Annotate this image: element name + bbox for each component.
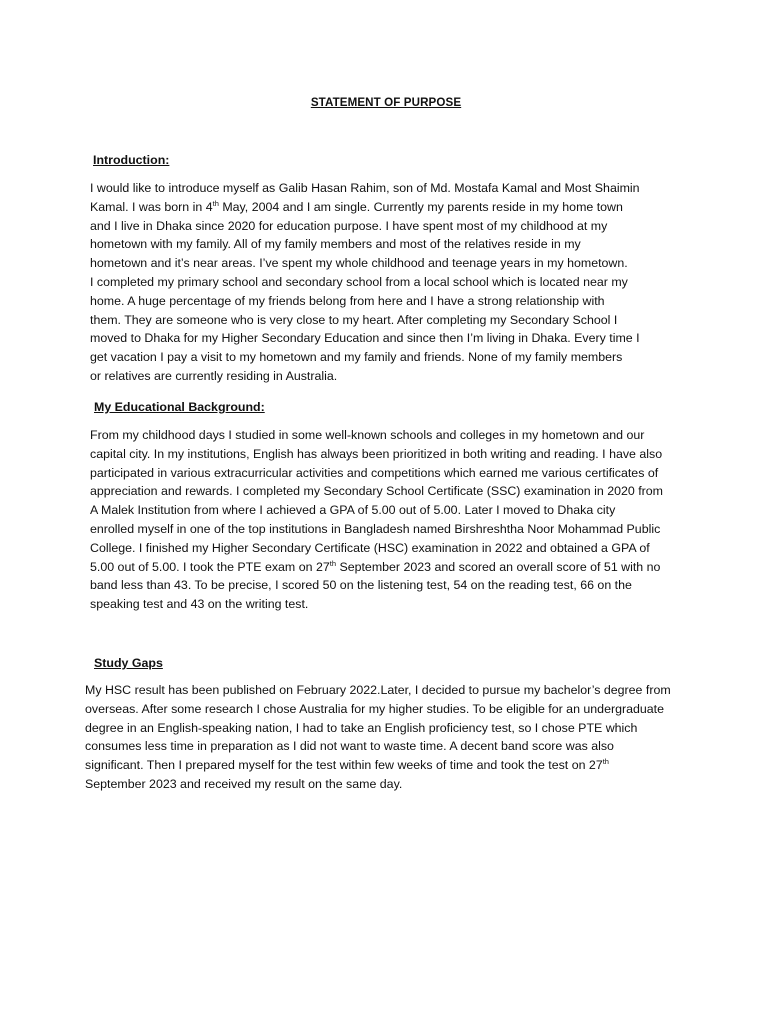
paragraph-line: moved to Dhaka for my Higher Secondary Education and since then I’m living in Dhaka. Every time I [90, 331, 640, 346]
paragraph-line: hometown with my family. All of my family members and most of the relatives reside in my [90, 237, 581, 252]
paragraph-line: consumes less time in preparation as I did not want to waste time. A decent band score was also [85, 739, 614, 754]
section-heading-study-gaps: Study Gaps [94, 656, 163, 670]
paragraph-line: participated in various extracurricular activities and competitions which earned me various certificates of [90, 465, 659, 480]
paragraph-line: band less than 43. To be precise, I scored 50 on the listening test, 54 on the reading test, 66 on the [90, 578, 632, 593]
paragraph-line: them. They are someone who is very close to my heart. After completing my Secondary School I [90, 312, 618, 327]
paragraph-line: hometown and it’s near areas. I’ve spent my whole childhood and teenage years in my hometown. [90, 256, 628, 271]
paragraph-line: My HSC result has been published on February 2022.Later, I decided to pursue my bachelor’s degree from [85, 683, 671, 697]
paragraph-line: enrolled myself in one of the top institutions in Bangladesh named Birshreshtha Noor Mohammad Public [90, 521, 661, 536]
document-title: STATEMENT OF PURPOSE [310, 96, 462, 109]
paragraph-line: overseas. After some research I chose Australia for my higher studies. To be eligible for an undergraduate [85, 701, 665, 716]
paragraph-line: 5.00 out of 5.00. I took the PTE exam on 27th September 2023 and scored an overall score of 51 with no [90, 558, 661, 574]
section-heading-introduction: Introduction: [93, 153, 170, 167]
paragraph-line: appreciation and rewards. I completed my Secondary School Certificate (SSC) examination in 2020 from [90, 484, 664, 499]
paragraph-line: September 2023 and received my result on the same day. [85, 776, 403, 791]
paragraph-line: speaking test and 43 on the writing test. [90, 597, 309, 612]
section-paragraph-study-gaps [85, 681, 671, 794]
paragraph-line: significant. Then I prepared myself for the test within few weeks of time and took the test on 27th [85, 757, 609, 773]
section-paragraph-introduction [90, 179, 640, 386]
paragraph-line: From my childhood days I studied in some well-known schools and colleges in my hometown and our [90, 428, 645, 442]
paragraph-line: and I live in Dhaka since 2020 for education purpose. I have spent most of my childhood at my [90, 218, 608, 233]
section-paragraph-educational-background [90, 426, 663, 614]
paragraph-line: I would like to introduce myself as Galib Hasan Rahim, son of Md. Mostafa Kamal and Most Shaimin [90, 181, 640, 195]
paragraph-line: degree in an English-speaking nation, I had to take an English proficiency test, so I chose PTE which [85, 720, 638, 735]
paragraph-line: home. A huge percentage of my friends belong from here and I have a strong relationship with [90, 293, 605, 308]
paragraph-line: College. I finished my Higher Secondary Certificate (HSC) examination in 2022 and obtained a GPA of [90, 540, 650, 555]
paragraph-line: get vacation I pay a visit to my hometown and my family and friends. None of my family members [90, 350, 623, 365]
paragraph-line: A Malek Institution from where I achieved a GPA of 5.00 out of 5.00. Later I moved to Dhaka city [90, 503, 616, 518]
paragraph-line: or relatives are currently residing in Australia. [90, 368, 338, 383]
paragraph-line: I completed my primary school and secondary school from a local school which is located near my [90, 274, 628, 289]
section-heading-educational-background: My Educational Background: [94, 400, 265, 414]
paragraph-line: Kamal. I was born in 4th May, 2004 and I am single. Currently my parents reside in my home town [90, 198, 623, 214]
paragraph-line: capital city. In my institutions, English has always been prioritized in both writing and reading. I have also [90, 446, 663, 461]
